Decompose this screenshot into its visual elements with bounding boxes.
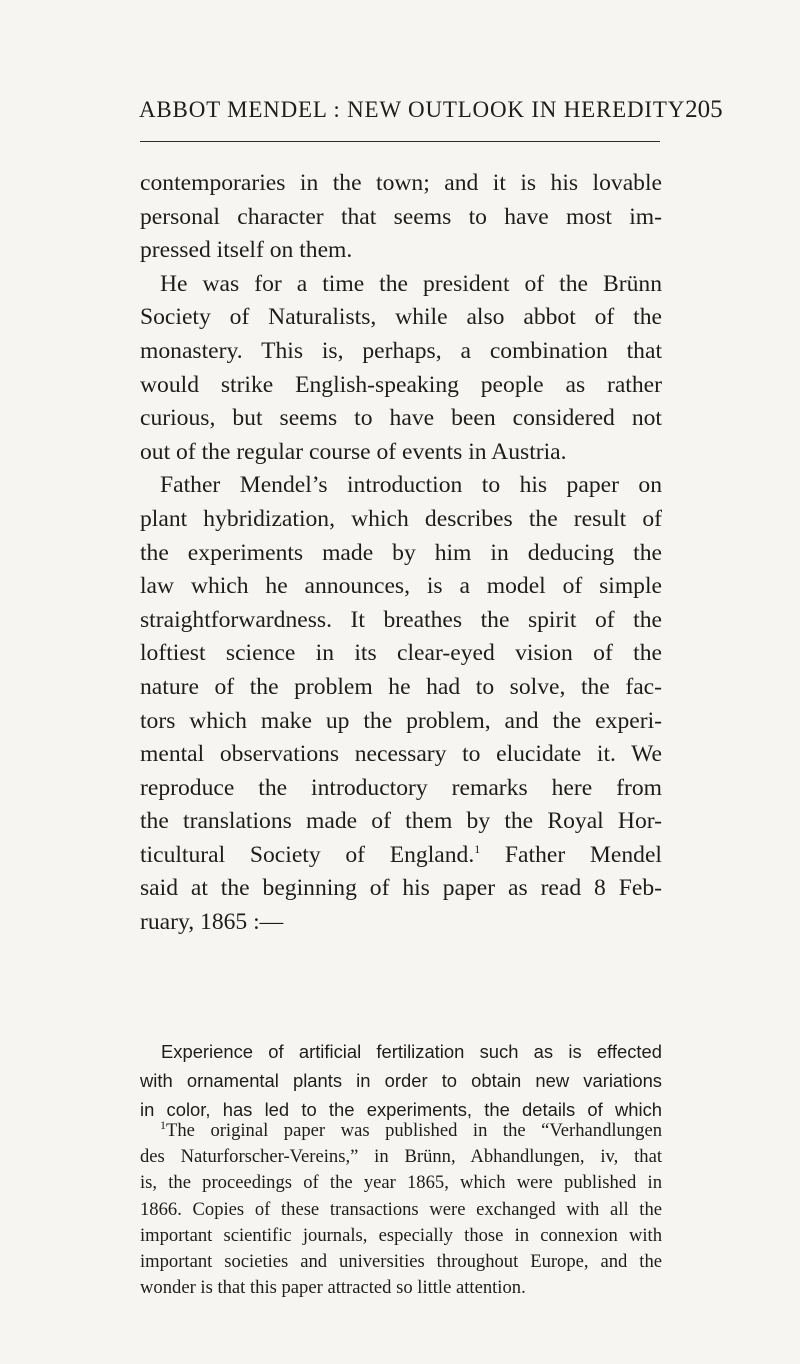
body-line: personal character that seems to have most im- xyxy=(140,203,662,230)
body-line: monastery. This is, perhaps, a combination that xyxy=(140,337,662,364)
body-line xyxy=(140,839,662,873)
body-line: loftiest science in its clear-eyed vision of the xyxy=(140,640,662,667)
footnote-line: wonder is that this paper attracted so little attention. xyxy=(140,1277,526,1299)
footnote xyxy=(140,1118,662,1301)
body-line-text: Father Mendel xyxy=(480,841,662,868)
body-line: straightforwardness. It breathes the spirit of the xyxy=(140,606,662,633)
body-text xyxy=(140,167,662,940)
body-line: law which he announces, is a model of simple xyxy=(140,573,662,600)
body-line: curious, but seems to have been considered not xyxy=(140,405,662,432)
body-line: would strike English-speaking people as rather xyxy=(140,371,662,398)
footnote-line: important societies and universities throughout Europe, and the xyxy=(140,1251,662,1273)
body-line: mental observations necessary to elucidate it. We xyxy=(140,741,662,768)
body-line: ruary, 1865 :— xyxy=(140,909,284,936)
block-quote xyxy=(140,1037,662,1124)
body-line: He was for a time the president of the Brünn xyxy=(160,270,662,297)
body-line: nature of the problem he had to solve, the fac- xyxy=(140,673,662,700)
body-line: the translations made of them by the Royal Hor- xyxy=(140,808,662,835)
body-line: plant hybridization, which describes the result of xyxy=(140,505,662,532)
running-head-title: ABBOT MENDEL : NEW OUTLOOK IN HEREDITY xyxy=(139,97,686,122)
quote-line: with ornamental plants in order to obtain new variations xyxy=(140,1070,662,1091)
header-rule xyxy=(140,141,660,142)
body-line: contemporaries in the town; and it is his lovable xyxy=(140,170,662,196)
body-line: out of the regular course of events in Austria. xyxy=(140,438,567,465)
footnote-line: important scientific journals, especially those in connexion with xyxy=(140,1224,662,1246)
body-line: said at the beginning of his paper as read 8 Feb- xyxy=(140,875,662,902)
page-number: 205 xyxy=(685,96,723,123)
footnote-line: des Naturforscher-Vereins,” in Brünn, Abhandlungen, iv, that xyxy=(140,1146,662,1168)
body-line-text: ticultural Society of England. xyxy=(140,841,475,868)
body-line: tors which make up the problem, and the experi- xyxy=(140,707,662,734)
running-head xyxy=(139,96,723,124)
footnote-line xyxy=(140,1118,662,1144)
body-line: the experiments made by him in deducing the xyxy=(140,539,662,566)
footnote-line: is, the proceedings of the year 1865, which were published in xyxy=(140,1172,662,1194)
footnote-line: 1866. Copies of these transactions were exchanged with all the xyxy=(140,1198,662,1220)
footnote-reference[interactable]: 1 xyxy=(474,842,481,857)
quote-line: Experience of artificial fertilization such as is effected xyxy=(161,1041,662,1062)
footnote-mark: 1 xyxy=(160,1117,166,1132)
body-line: Society of Naturalists, while also abbot of the xyxy=(140,304,662,331)
footnote-line-text: The original paper was published in the “Verhandlungen xyxy=(166,1120,662,1141)
body-line: reproduce the introductory remarks here from xyxy=(140,774,662,801)
quote-line: in color, has led to the experiments, the details of which xyxy=(140,1099,662,1120)
body-line: Father Mendel’s introduction to his paper on xyxy=(160,472,662,499)
body-line: pressed itself on them. xyxy=(140,237,353,264)
